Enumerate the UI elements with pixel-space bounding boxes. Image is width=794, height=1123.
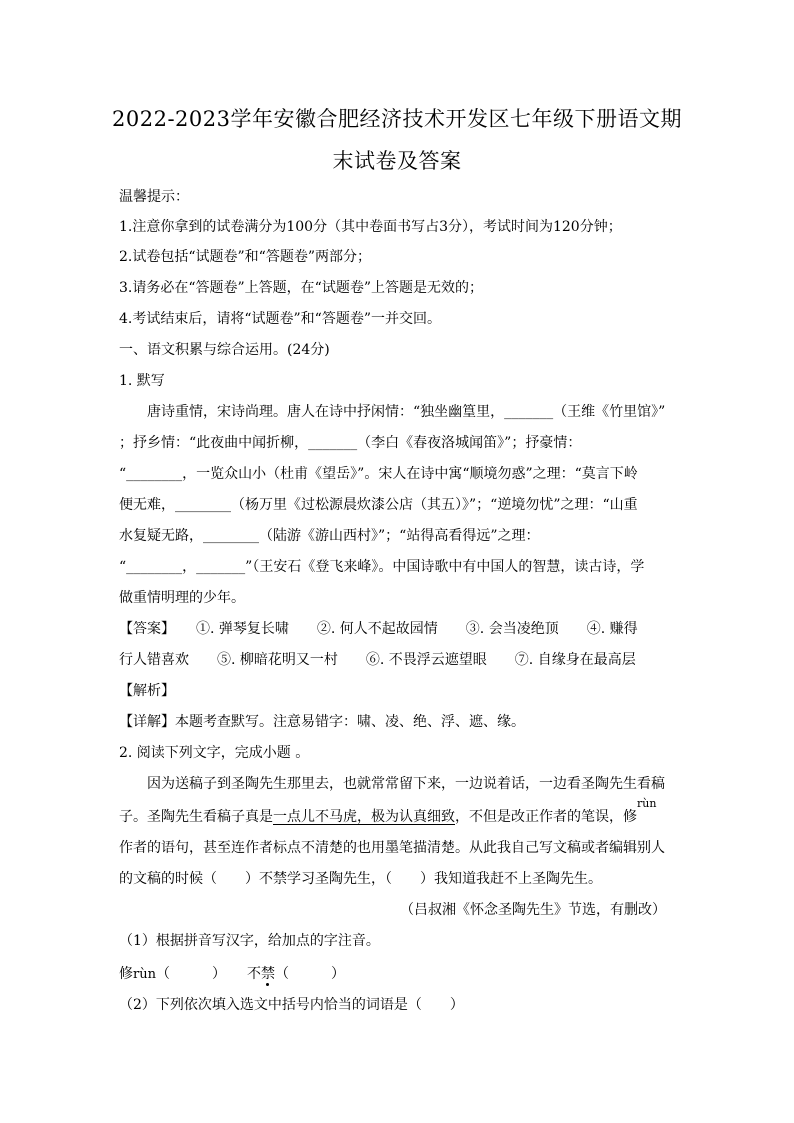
- q2-sub1-answers: [119, 963, 345, 986]
- q2-passage-line1: 因为送稿子到圣陶先生那里去，也就常常留下来，一边说着话，一边看圣陶先生看稿: [147, 776, 665, 792]
- q2-label: 2. 阅读下列文字，完成小题 。: [119, 745, 310, 761]
- pinyin-annotation: [637, 797, 657, 825]
- tip-item-2: 2.试卷包括“试题卷”和“答题卷”两部分；: [119, 249, 371, 265]
- section-heading: 一、语文积累与综合运用。(24分): [119, 342, 330, 358]
- answer-char: 不: [246, 966, 261, 982]
- q1-body-line: 便无难，________（杨万里《过松源晨炊漆公店（其五）》”；“逆境勿忧”之理：“山重: [119, 497, 638, 513]
- answer-blank: （ ）: [155, 966, 247, 982]
- q1-body-line: “________，_______”（王安石《登飞来峰》。中国诗歌中有中国人的智慧，读古诗，学: [119, 559, 645, 575]
- q1-body-line: 唐诗重情，宋诗尚理。唐人在诗中抒闲情：“独坐幽篁里，_______（王维《竹里馆》”: [147, 404, 666, 420]
- q2-passage-line2: [119, 797, 657, 828]
- q1-body-line: “________，一览众山小（杜甫《望岳》”。宋人在诗中寓“顺境勿惑”之理：“莫言下岭: [119, 466, 638, 482]
- q2-sub1: （1）根据拼音写汉字，给加点的字注音。: [119, 933, 380, 949]
- doc-title-line1: 2022-2023学年安徽合肥经济技术开发区七年级下册语文期: [112, 107, 682, 131]
- q1-body-line: ；抒乡情：“此夜曲中闻折柳，_______（李白《春夜洛城闻笛》”；抒豪情：: [119, 435, 582, 451]
- doc-title-line2: 末试卷及答案: [332, 149, 462, 173]
- pinyin-inline: rùn: [133, 967, 156, 982]
- q1-label: 1. 默写: [119, 373, 165, 389]
- tip-item-4: 4.考试结束后，请将“试题卷”和“答题卷”一并交回。: [119, 311, 441, 327]
- q2-passage-line3: 作者的语句，甚至连作者标点不清楚的也用墨笔描清楚。从此我自己写文稿或者编辑别人: [119, 840, 665, 856]
- q2-source: （吕叔湘《怀念圣陶先生》节选，有删改）: [400, 902, 666, 918]
- tip-item-3: 3.请务必在“答题卷”上答题，在“试题卷”上答题是无效的；: [119, 280, 483, 296]
- q2-passage-text: ，不但是改正作者的笔误，修: [455, 809, 637, 825]
- q1-answer-line1: 【答案】 ①. 弹琴复长啸 ②. 何人不起故园情 ③. 会当凌绝顶 ④. 赚得: [119, 621, 638, 637]
- q1-answer-line2: 行人错喜欢 ⑤. 柳暗花明又一村 ⑥. 不畏浮云遮望眼 ⑦. 自缘身在最高层: [119, 652, 636, 668]
- underlined-phrase: 一点儿不马虎，极为认真细致: [273, 809, 455, 825]
- q1-analysis-label: 【解析】: [119, 683, 175, 699]
- pinyin-text: rùn: [637, 797, 657, 810]
- q1-body-line: 做重情明理的少年。: [119, 590, 245, 606]
- q2-passage-line4: 的文稿的时候（ ）不禁学习圣陶先生，（ ）我知道我赶不上圣陶先生。: [119, 871, 602, 887]
- q2-passage-text: 子。圣陶先生看稿子真是: [119, 809, 273, 825]
- q1-body-line: 水复疑无路，________（陆游《游山西村》”；“站得高看得远”之理：: [119, 528, 540, 544]
- tip-item-1: 1.注意你拿到的试卷满分为100分（其中卷面书写占3分），考试时间为120分钟；: [119, 219, 622, 235]
- tips-heading: 温馨提示：: [119, 189, 189, 205]
- q2-sub2: （2）下列依次填入选文中括号内恰当的词语是（ ）: [119, 997, 464, 1013]
- answer-blank: （ ）: [274, 966, 345, 982]
- dotted-char: 禁: [260, 966, 275, 982]
- answer-char: 修: [119, 966, 133, 982]
- q1-detail: 【详解】本题考查默写。注意易错字：啸、凌、绝、浮、遮、缘。: [119, 714, 525, 730]
